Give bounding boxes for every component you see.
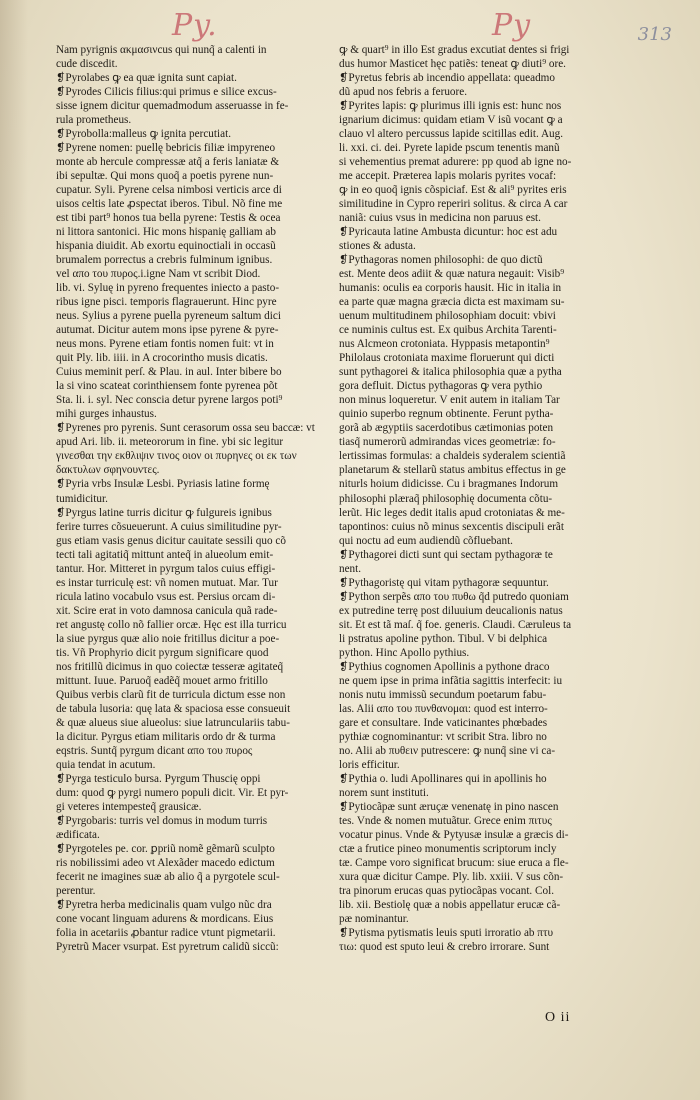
text-line: humanis: oculis ea corporis hausit. Hic in italia in (339, 282, 562, 295)
running-head-left: Py. (172, 8, 218, 43)
text-line: ædificata. (56, 828, 100, 841)
text-line: tumidicitur. (56, 492, 108, 505)
text-line: cone vocant linguam adurens & mordicans. Eius (56, 912, 274, 925)
text-line: gorã ab ægyptiis sacerdotibus cætimonias poten (339, 422, 554, 435)
right-text-column (339, 43, 643, 954)
text-line: ❡Pytisma pytismatis leuis sputi irroratio ab πτυ (339, 926, 553, 939)
text-line: sisse ignem dicitur quemadmodum asseruasse in fe- (56, 100, 289, 113)
text-line: ignarium dicimus: quidam etiam V isũ vocant ꝙ a (339, 114, 563, 127)
text-line: ❡Pythagoras nomen philosophi: de quo dictũ (339, 254, 543, 267)
text-line: ❡Pyrites lapis: ꝙ plurimus illi ignis est: hunc nos (339, 100, 562, 113)
text-line: la dicitur. Pyrgus etiam militaris ordo dr & turma (56, 730, 276, 743)
text-line: ❡Pythia o. ludi Apollinares qui in apollinis ho (339, 772, 547, 785)
text-line: ferire turres cõsueuerunt. A cuius similitudine pyr- (56, 520, 282, 533)
text-line: tantur. Hor. Mitteret in pyrgum talos cuius effigi- (56, 562, 276, 575)
text-line: ctæ a frutice pineo monumentis scriptorum incly (339, 842, 557, 855)
text-line: Pyretrũ Macer vsurpat. Est pyretrum calidũ siccũ: (56, 941, 279, 953)
text-line: ❡Pyrgoteles pe. cor. ꝑpriũ nomẽ gẽmarũ sculpto (56, 842, 275, 855)
text-line: stiones & adusta. (339, 240, 416, 253)
text-line: no. Alii ab πυθειν putrescere: ꝙ nunq̃ sine vi ca- (339, 744, 556, 757)
text-line: las. Alii απο του πυνθανομαι: quod est interro- (339, 702, 548, 715)
text-line: quit Ply. lib. iiii. in A crocorintho musis dicatis. (56, 352, 268, 365)
text-line: brumalem porrectus a crebris fulminum ignibus. (56, 254, 273, 267)
text-line: hispania diuidit. Ab exortu equinoctiali in occasũ (56, 240, 276, 253)
text-line: ❡Pyretra herba medicinalis quam vulgo nũc dra (56, 898, 272, 911)
text-line: ❡Pyria vrbs Insulæ Lesbi. Pyriasis latine formę (56, 478, 270, 491)
text-line: est tibi part⁹ honos tua bella pyrene: Testis & ocea (56, 212, 281, 225)
folio-number: 313 (637, 24, 672, 45)
text-line: gare et consultare. Inde vaticinantes phœbades (339, 716, 548, 729)
text-line: & quæ alueus siue alueolus: siue latrunculariis tabu- (56, 716, 290, 729)
text-line: ❡Pyrenes pro pyrenis. Sunt cerasorum ossa seu baccæ: vt (56, 422, 315, 435)
text-line: pythiæ cognominantur: vt scribit Stra. libro no (339, 730, 547, 743)
text-line: Sta. li. i. syl. Nec conscia detur pyrene largos poti⁹ (56, 394, 283, 407)
text-line: li pstratus apoline python. Tibul. V bi delphica (339, 632, 548, 645)
text-line: lerũt. Hic leges dedit italis apud crotoniatas & me- (339, 506, 565, 519)
text-line: ea parte quæ magna græcia dicta est maximam su- (339, 296, 565, 309)
text-line: naniã: cuius vsus in medicina non paruus est. (339, 212, 541, 225)
text-line: gora defluit. Dictus pythagoras ꝙ vera pythio (339, 380, 543, 393)
text-line: loris efficitur. (339, 758, 400, 771)
text-line: tecti tali agitatiq̃ mittunt anteq̃ in alueolum emit- (56, 548, 274, 561)
text-line: de tabula lusoria: quę lata & spaciosa esse consueuit (56, 702, 291, 715)
text-line: planetarum & stellarũ status ambitus effectus in ge (339, 464, 566, 477)
text-line: folia in acetariis ꝓbantur radice vtunt pigmetarii. (56, 926, 276, 939)
text-line: es instar turriculę est: vñ nomen mutuat. Mar. Tur (56, 576, 278, 589)
binding-gutter-shadow (0, 0, 28, 1100)
text-line: clauo vl altero percussus lapide scitillas edit. Aug. (339, 128, 564, 141)
text-line: ❡Pyretus febris ab incendio appellata: queadmo (339, 72, 555, 85)
text-line: dum: quod ꝙ pyrgi numero populi dicit. Vir. Et pyr- (56, 786, 289, 799)
text-line: lib. vi. Syluę in pyreno frequentes iniecto a pasto- (56, 282, 280, 295)
text-line: ❡Pyrobolla:malleus ꝙ ignita percutiat. (56, 128, 231, 141)
text-line: xit. Scire erat in voto damnosa canicula quã rade- (56, 604, 278, 617)
text-line: xura quæ dicitur Campe. Ply. lib. xxiii. V sus cõn- (339, 870, 564, 883)
text-line: dus humor Masticet hęc patiẽs: teneat ꝙ diuti⁹ ore. (339, 58, 566, 71)
text-line: sit. Et est tã maſ. q̃ foe. generis. Claudi. Cæruleus ta (339, 618, 572, 631)
text-line: Quibus verbis clarũ fit de turricula dictum esse non (56, 688, 286, 701)
text-line: ret angustę collo nõ fallier orcæ. Hęc est illa turricu (56, 618, 287, 631)
text-line: lertissimas formulas: a chaldeis syderalem scientiã (339, 450, 566, 463)
text-line: ibi sepultæ. Qui mons quoq̃ a poetis pyrene nun- (56, 170, 274, 183)
text-line: niturls hoium didicisse. Cu i bragmanes Indorum (339, 478, 559, 491)
text-line: nonis nutu immissũ secundum poetarum fabu- (339, 688, 547, 701)
text-line: perentur. (56, 884, 96, 897)
text-line: autumat. Dicitur autem mons ipse pyrene & pyre- (56, 324, 279, 337)
text-line: uisos celtis late ꝓspectat iberos. Tibul. Nõ fine me (56, 198, 283, 211)
text-line: ❡Pyrodes Cilicis filius:qui primus e silice excus- (56, 86, 277, 99)
text-line: quinio superbo regnum obtinente. Ferunt pytha- (339, 408, 554, 421)
text-line: monte ab hercule compressæ atq̃ a feris laniatæ & (56, 156, 280, 169)
text-line: ꝙ & quart⁹ in illo Est gradus excutiat dentes si frigi (339, 44, 570, 56)
text-line: ris nobilissimi adeo vt Alexãder macedo edictum (56, 856, 275, 869)
text-line: ex putredine terrę post diluuium deucalionis natus (339, 604, 563, 617)
text-line: ❡Pyrolabes ꝙ ea quæ ignita sunt capiat. (56, 72, 237, 85)
text-line: sunt pythagorei & italica philosophia quæ a pytha (339, 366, 562, 379)
text-line: ❡Pyricauta latine Ambusta dicuntur: hoc est adu (339, 226, 558, 239)
text-line: fecerit ne imagines suæ ab alio q̃ a pyrgotele scul- (56, 870, 280, 883)
text-line: non minus loqueretur. V enit autem in italiam Tar (339, 394, 560, 407)
text-line: gi veteres intempesteq̃ grausicæ. (56, 800, 202, 813)
text-line: ❡Pythius cognomen Apollinis a pythone draco (339, 660, 550, 673)
text-line: li. xxi. ci. dei. Pyrete lapide pscum tenentis manũ (339, 142, 560, 155)
text-line: tes. Vnde & nomen mutuãtur. Grece enim πιτυς (339, 814, 552, 827)
text-line: tiasq̃ numerorũ admirandas vices geometriæ: fo- (339, 436, 556, 449)
text-line: ni littora santonici. Hic mons hispanię galliam ab (56, 226, 276, 239)
text-line: ❡Pythagorei dicti sunt qui sectam pythagoræ te (339, 548, 553, 561)
text-line: uenum multitudinem philosophiam docuit: vbivi (339, 310, 556, 323)
text-line: neus mons. Pyrene etiam fontis nomen fuit: vt in (56, 338, 274, 351)
text-line: python. Hinc Apollo pythius. (339, 646, 470, 659)
signature-mark: O ii (545, 1010, 571, 1025)
text-line: me accepit. Præterea lapis molaris pyrites vocaf: (339, 170, 557, 183)
text-line: ❡Python serpẽs απο του πυθω q̃d putredo quoniam (339, 590, 569, 603)
text-line: similitudine in Cypro reperiri solitus. & circa A car (339, 198, 568, 211)
text-line: mihi gurges inhaustus. (56, 408, 157, 421)
text-line: philosophi plæraq̃ philosophię documenta cõtu- (339, 492, 553, 505)
text-line: ❡Pyrgobaris: turris vel domus in modum turris (56, 814, 268, 827)
text-line: apud Ari. lib. ii. meteororum in fine. ybi sic legitur (56, 436, 284, 449)
text-line: tæ. Campe voro significat brucum: siue eruca a fle- (339, 856, 569, 869)
text-line: tapontinos: cuius nõ minus sexcentis discipuli erãt (339, 520, 564, 533)
text-line: dũ apud nos febris a feruore. (339, 86, 467, 99)
running-head-right: Py (492, 8, 532, 43)
text-line: pæ nominantur. (339, 912, 409, 925)
text-line: γινεσθαι την εκθλιψιν τινος οιον οι πυρηνες οι εκ των (56, 450, 297, 463)
text-line: vocatur pinus. Vnde & Pytyusæ insulæ a græcis di- (339, 828, 569, 841)
text-line: Cuius meminit perſ. & Plau. in aul. Inter bibere bo (56, 366, 282, 379)
text-line: neus. Sylius a pyrene puella pyreneum saltum dici (56, 310, 281, 323)
left-text-column (56, 43, 332, 954)
text-line: la siue pyrgus quæ alio noie fritillus dicitur a poe- (56, 632, 280, 645)
text-line: est. Mente deos adiit & quæ natura negauit: Visib⁹ (339, 268, 565, 281)
text-line: tra pinorum erucas quas pytiocãpas vocant. Col. (339, 884, 554, 897)
text-line: vel απο του πυρος.i.igne Nam vt scribit Diod. (56, 268, 261, 281)
text-line: δακτυλων σφηνουντες. (56, 464, 160, 477)
text-line: ❡Pythagoristę qui vitam pythagoræ sequuntur. (339, 576, 549, 589)
text-line: cude discedit. (56, 58, 118, 71)
text-line: ❡Pyrgus latine turris dicitur ꝙ fulgureis ignibus (56, 506, 272, 519)
text-line: gus etiam vasis genus dicitur cauitate sessili quo cõ (56, 534, 286, 547)
text-line: ❡Pytiocãpæ sunt æruçæ venenatę in pino nascen (339, 800, 559, 813)
text-line: norem sunt instituti. (339, 786, 429, 799)
text-line: ricula latino vocabulo vsus est. Persius orcam di- (56, 590, 276, 603)
text-line: Philolaus crotoniata maxime floruerunt qui dicti (339, 352, 555, 365)
text-line: ꝙ in eo quoq̃ ignis cõspiciaf. Est & ali⁹ pyrites eris (339, 184, 567, 197)
text-line: ribus igne pisci. temporis flagrauerunt. Hinc pyre (56, 296, 277, 309)
text-line: Nam pyrignis ακμασινcus qui nunq̃ a calenti in (56, 44, 267, 56)
text-line: rula prometheus. (56, 114, 132, 127)
text-line: ne quem ipse in prima infãtia sagittis interfecit: iu (339, 674, 563, 687)
text-line: τιω: quod est sputo leui & crebro irrorare. Sunt (339, 941, 550, 953)
text-line: ❡Pyrene nomen: puellę bebricis filiæ impyreneo (56, 142, 276, 155)
text-line: quia tendat in acutum. (56, 758, 156, 771)
text-line: mittunt. Iuue. Paruoq̃ eadẽq̃ mouet armo fritillo (56, 674, 268, 687)
text-line: nos fritillũ dicimus in quo coiectæ tesseræ agitateq̃ (56, 660, 284, 673)
text-line: la si vino scateat corinthiensem fonte pyrenea põt (56, 380, 278, 393)
text-line: nus Alcmeon crotoniata. Hyppasis metapontin⁹ (339, 338, 550, 351)
text-line: nent. (339, 562, 362, 575)
text-line: tis. Vñ Prophyrio dicit pyrgum significare quod (56, 646, 269, 659)
text-line: cupatur. Syli. Pyrene celsa nimbosi verticis arce di (56, 184, 282, 197)
text-line: si vehementius premat adurere: pp quod ab igne no- (339, 156, 572, 169)
text-line: qui noctu ad eum audiendũ cõfluebant. (339, 534, 513, 547)
text-line: lib. xii. Bestiolę quæ a nobis appellatur erucæ cã- (339, 898, 561, 911)
text-line: ❡Pyrga testiculo bursa. Pyrgum Thuscię oppi (56, 772, 261, 785)
text-line: eqstris. Suntq̃ pyrgum dicant απο του πυρος (56, 744, 253, 757)
text-line: ce numinis cultus est. Ex quibus Archita Tarenti- (339, 324, 557, 337)
